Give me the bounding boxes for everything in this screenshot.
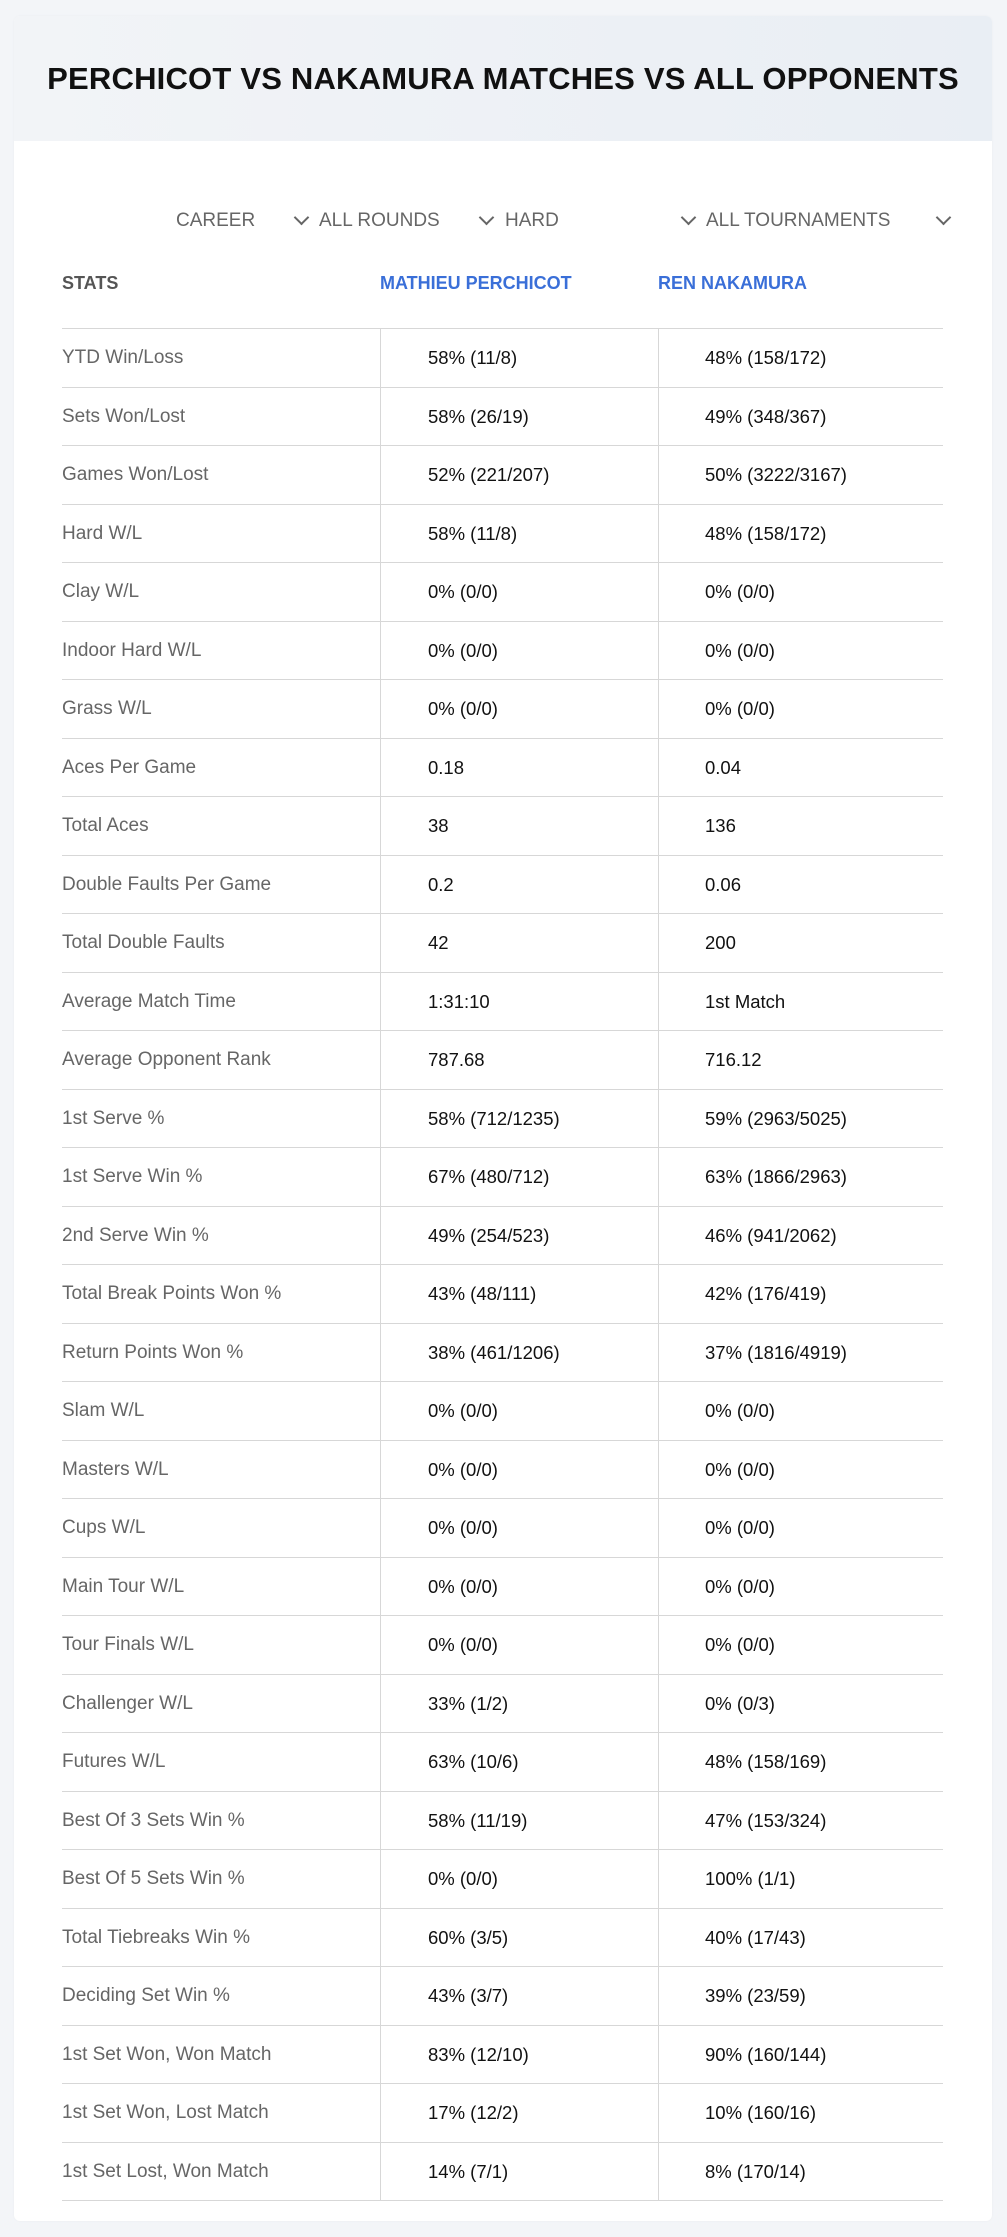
player1-value: 58% (26/19) [428,405,529,427]
table-row [62,856,943,915]
column-divider [658,1967,659,2026]
player1-value: 63% (10/6) [428,1751,519,1772]
header-player1-link[interactable]: MATHIEU PERCHICOT [380,273,572,293]
player2-value: 0% (0/3) [705,1692,775,1714]
table-row [62,2084,943,2143]
column-divider [658,388,659,447]
stats-table [62,249,943,2201]
stat-label: Total Double Faults [62,932,225,953]
column-divider [380,1441,381,1500]
player2-value: 716.12 [705,1049,762,1070]
column-divider [658,1675,659,1734]
column-divider [658,1499,659,1558]
table-row [62,1207,943,1266]
player1-value: 0% (0/0) [428,639,498,661]
filter-round-dropdown[interactable] [319,186,499,256]
player2-value: 39% (23/59) [705,1985,806,2006]
table-row [62,388,943,447]
column-divider [380,1909,381,1968]
column-divider [380,622,381,681]
filter-round-label: ALL ROUNDS [319,210,440,231]
column-divider [380,2026,381,2085]
player2-value: 200 [705,932,736,953]
column-divider [380,1324,381,1383]
column-divider [380,914,381,973]
player2-value: 0.06 [705,873,742,895]
table-row [62,622,943,681]
chevron-down-icon [294,210,310,226]
player1-value: 58% (712/1235) [428,1107,560,1129]
player1-value: 1:31:10 [428,990,490,1012]
table-row [62,1090,943,1149]
stat-label: Best Of 5 Sets Win % [62,1868,245,1889]
header-player2-link[interactable]: REN NAKAMURA [658,273,807,293]
stat-label: Average Match Time [62,990,236,1012]
player2-value: 10% (160/16) [705,2102,817,2123]
player1-value: 787.68 [428,1049,485,1070]
player1-value: 0% (0/0) [428,1634,498,1655]
filter-period-dropdown[interactable] [176,186,312,256]
player2-value: 8% (170/14) [705,2160,806,2182]
stat-label: Sets Won/Lost [62,405,186,427]
column-divider [658,2026,659,2085]
table-row [62,973,943,1032]
stat-label: Aces Per Game [62,756,197,778]
table-row [62,2143,943,2202]
column-divider [658,622,659,681]
column-divider [380,856,381,915]
column-divider [380,563,381,622]
column-divider [658,1792,659,1851]
column-divider [380,388,381,447]
player1-value: 43% (3/7) [428,1985,509,2006]
table-row [62,563,943,622]
column-divider [380,2084,381,2143]
player1-value: 52% (221/207) [428,464,550,485]
column-divider [380,1382,381,1441]
column-divider [380,797,381,856]
column-divider [380,505,381,564]
player1-value: 17% (12/2) [428,2102,519,2123]
table-row [62,1616,943,1675]
stat-label: 1st Set Won, Won Match [62,2043,272,2065]
player2-value: 63% (1866/2963) [705,1166,847,1187]
column-divider [380,1148,381,1207]
table-row [62,1031,943,1090]
column-divider [380,1558,381,1617]
column-divider [380,1616,381,1675]
column-divider [380,1967,381,2026]
player1-value: 43% (48/111) [428,1283,537,1304]
stat-label: Futures W/L [62,1751,166,1772]
player2-value: 48% (158/172) [705,347,827,368]
table-row [62,1558,943,1617]
player1-value: 38 [428,815,449,836]
table-row [62,1675,943,1734]
stats-card [14,16,992,2221]
player1-value: 0.18 [428,756,465,778]
player2-value: 0% (0/0) [705,639,775,661]
table-row [62,1850,943,1909]
column-divider [658,1207,659,1266]
stat-label: YTD Win/Loss [62,347,184,368]
table-row [62,1382,943,1441]
player1-value: 0% (0/0) [428,1868,498,1889]
table-row [62,1265,943,1324]
column-divider [658,914,659,973]
table-row [62,1733,943,1792]
player2-value: 0% (0/0) [705,1634,775,1655]
table-row [62,1148,943,1207]
player1-value: 58% (11/8) [428,522,518,544]
table-row [62,505,943,564]
column-divider [658,1090,659,1149]
player1-value: 58% (11/8) [428,347,518,368]
stat-label: Best Of 3 Sets Win % [62,1809,245,1831]
table-row [62,1967,943,2026]
column-divider [380,1207,381,1266]
stat-label: 1st Set Lost, Won Match [62,2160,269,2182]
column-divider [658,856,659,915]
column-divider [380,1792,381,1851]
player1-value: 67% (480/712) [428,1166,550,1187]
player1-value: 0% (0/0) [428,698,498,719]
filter-surface-label: HARD [505,210,559,231]
player2-value: 90% (160/144) [705,2043,827,2065]
stat-label: 2nd Serve Win % [62,1224,209,1246]
table-row [62,2026,943,2085]
stat-label: Return Points Won % [62,1341,244,1363]
player2-value: 0% (0/0) [705,1575,775,1597]
table-row [62,1792,943,1851]
table-row [62,446,943,505]
stat-label: Deciding Set Win % [62,1985,230,2006]
player1-value: 0% (0/0) [428,581,498,602]
stat-label: Main Tour W/L [62,1575,185,1597]
player2-value: 46% (941/2062) [705,1224,837,1246]
header-stats: STATS [62,273,119,293]
stat-label: 1st Serve % [62,1107,165,1129]
column-divider [380,1675,381,1734]
player2-value: 136 [705,815,736,836]
player2-value: 42% (176/419) [705,1283,827,1304]
filter-tournament-dropdown[interactable] [706,186,956,256]
column-divider [658,1031,659,1090]
player2-value: 1st Match [705,990,786,1012]
chevron-down-icon [936,210,952,226]
player1-value: 0% (0/0) [428,1400,498,1421]
player2-value: 59% (2963/5025) [705,1107,847,1129]
player1-value: 33% (1/2) [428,1692,509,1714]
column-divider [658,739,659,798]
stat-label: Total Aces [62,815,149,836]
column-divider [380,1499,381,1558]
column-divider [658,680,659,739]
column-divider [658,505,659,564]
column-divider [380,446,381,505]
table-row [62,1499,943,1558]
player2-value: 0% (0/0) [705,1400,775,1421]
column-divider [380,2143,381,2202]
stat-label: Double Faults Per Game [62,873,272,895]
table-body [62,329,943,2201]
column-divider [380,973,381,1032]
column-divider [658,797,659,856]
column-divider [658,1382,659,1441]
column-divider [658,329,659,388]
column-divider [658,1148,659,1207]
column-divider [658,1441,659,1500]
table-row [62,914,943,973]
player1-value: 0% (0/0) [428,1517,498,1538]
stat-label: Total Break Points Won % [62,1283,282,1304]
player1-value: 0% (0/0) [428,1575,498,1597]
table-header [62,249,943,329]
column-divider [380,739,381,798]
column-divider [658,2084,659,2143]
player2-value: 40% (17/43) [705,1926,806,1948]
stat-label: Indoor Hard W/L [62,639,202,661]
player2-value: 47% (153/324) [705,1809,827,1831]
column-divider [658,446,659,505]
column-divider [380,1090,381,1149]
player1-value: 42 [428,932,449,953]
table-row [62,797,943,856]
stat-label: Masters W/L [62,1458,169,1480]
column-divider [658,2143,659,2202]
stat-label: Average Opponent Rank [62,1049,271,1070]
table-row [62,329,943,388]
filter-bar [14,186,992,256]
column-divider [380,680,381,739]
player1-value: 83% (12/10) [428,2043,529,2065]
column-divider [380,329,381,388]
table-row [62,1324,943,1383]
stat-label: Total Tiebreaks Win % [62,1926,250,1948]
player2-value: 50% (3222/3167) [705,464,847,485]
player1-value: 0% (0/0) [428,1458,498,1480]
stat-label: 1st Serve Win % [62,1166,203,1187]
stat-label: Grass W/L [62,698,152,719]
stat-label: Clay W/L [62,581,140,602]
stat-label: Challenger W/L [62,1692,193,1714]
chevron-down-icon [479,210,495,226]
player2-value: 0% (0/0) [705,1517,775,1538]
column-divider [380,1265,381,1324]
table-row [62,680,943,739]
player2-value: 49% (348/367) [705,405,827,427]
player2-value: 0% (0/0) [705,1458,775,1480]
column-divider [380,1850,381,1909]
stat-label: Slam W/L [62,1400,145,1421]
table-row [62,1909,943,1968]
chevron-down-icon [681,210,697,226]
stat-label: 1st Set Won, Lost Match [62,2102,269,2123]
player2-value: 0% (0/0) [705,698,775,719]
player2-value: 37% (1816/4919) [705,1341,847,1363]
stat-label: Games Won/Lost [62,464,209,485]
column-divider [658,1733,659,1792]
column-divider [380,1031,381,1090]
player1-value: 49% (254/523) [428,1224,550,1246]
player2-value: 0% (0/0) [705,581,775,602]
player1-value: 0.2 [428,873,454,895]
player1-value: 58% (11/19) [428,1809,528,1831]
filter-period-label: CAREER [176,210,256,231]
table-row [62,1441,943,1500]
player1-value: 14% (7/1) [428,2160,509,2182]
player2-value: 48% (158/169) [705,1751,827,1772]
filter-surface-dropdown[interactable] [505,186,701,256]
column-divider [658,1558,659,1617]
player2-value: 48% (158/172) [705,522,827,544]
column-divider [658,1324,659,1383]
player2-value: 0.04 [705,756,742,778]
column-divider [658,1850,659,1909]
column-divider [658,1265,659,1324]
stat-label: Cups W/L [62,1517,146,1538]
page-title: PERCHICOT VS NAKAMURA MATCHES VS ALL OPPONENTS [47,60,959,96]
filter-tournament-label: ALL TOURNAMENTS [706,210,891,231]
column-divider [380,1733,381,1792]
column-divider [658,1909,659,1968]
stat-label: Hard W/L [62,522,143,544]
player1-value: 38% (461/1206) [428,1341,560,1363]
column-divider [658,1616,659,1675]
stat-label: Tour Finals W/L [62,1634,194,1655]
player1-value: 60% (3/5) [428,1926,509,1948]
page-header [14,16,992,141]
player2-value: 100% (1/1) [705,1868,796,1889]
table-row [62,739,943,798]
column-divider [658,973,659,1032]
column-divider [658,563,659,622]
